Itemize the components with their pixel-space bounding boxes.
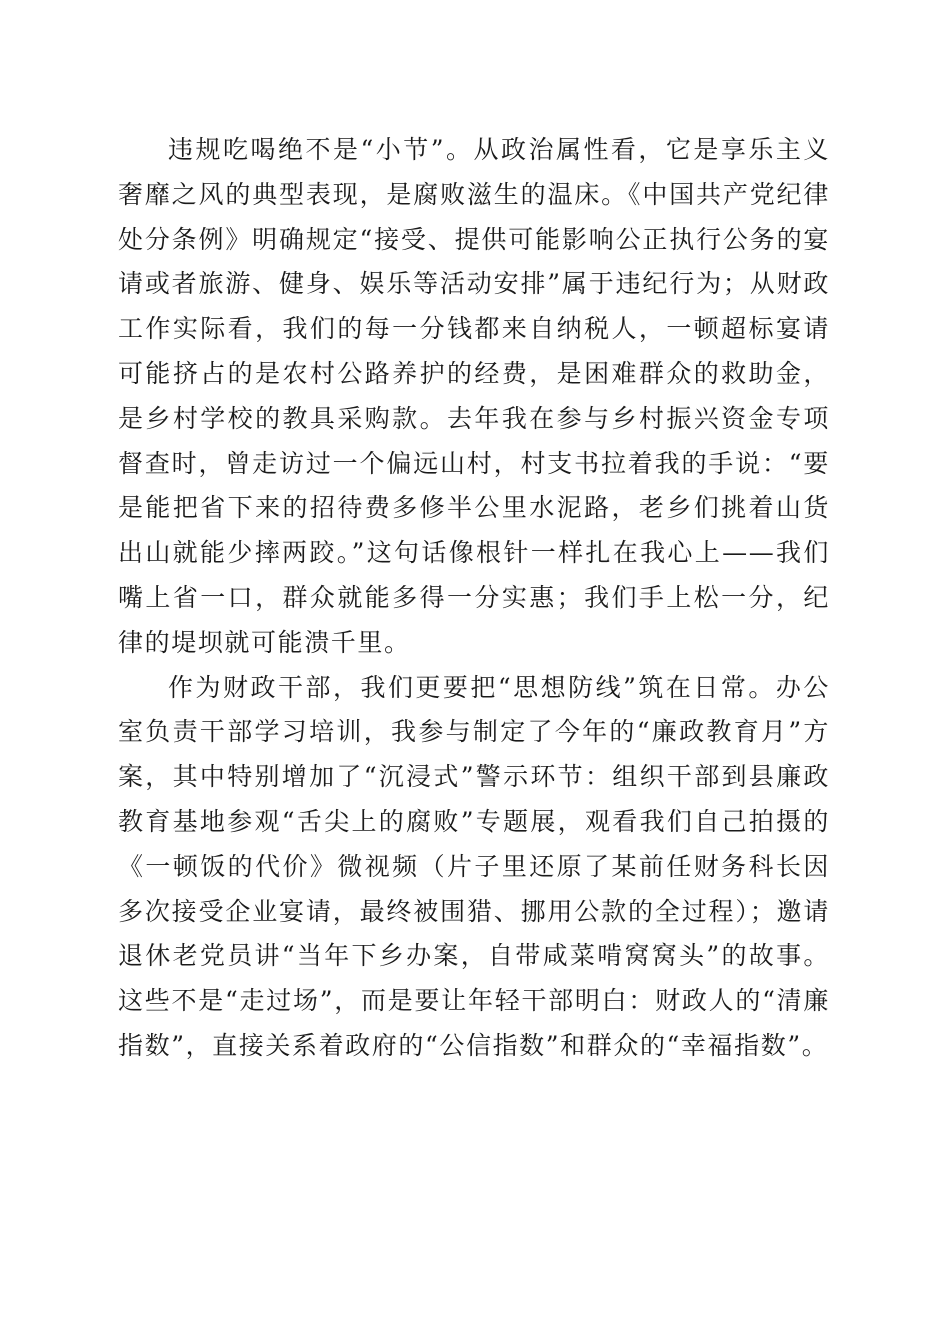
paragraph-1: 违规吃喝绝不是“小节”。从政治属性看，它是享乐主义奢靡之风的典型表现，是腐败滋生的温床。《中国共产党纪律处分条例》明确规定“接受、提供可能影响公正执行公务的宴请或者旅游、健身、娱乐等活动安排”属于违纪行为；从财政工作实际看，我们的每一分钱都来自纳税人，一顿超标宴请可能挤占的是农村公路养护的经费，是困难群众的救助金，是乡村学校的教具采购款。去年我在参与乡村振兴资金专项督查时，曾走访过一个偏远山村，村支书拉着我的手说：“要是能把省下来的招待费多修半公里水泥路，老乡们挑着山货出山就能少摔两跤。”这句话像根针一样扎在我心上——我们嘴上省一口，群众就能多得一分实惠；我们手上松一分，纪律的堤坝就可能溃千里。 bbox=[118, 135, 830, 657]
paragraph-2: 作为财政干部，我们更要把“思想防线”筑在日常。办公室负责干部学习培训，我参与制定了今年的“廉政教育月”方案，其中特别增加了“沉浸式”警示环节：组织干部到县廉政教育基地参观“舌尖上的腐败”专题展，观看我们自己拍摄的《一顿饭的代价》微视频（片子里还原了某前任财务科长因多次接受企业宴请，最终被围猎、挪用公款的全过程）；邀请退休老党员讲“当年下乡办案，自带咸菜啃窝窝头”的故事。这些不是“走过场”，而是要让年轻干部明白：财政人的“清廉指数”，直接关系着政府的“公信指数”和群众的“幸福指数”。 bbox=[118, 672, 830, 1060]
body-text bbox=[118, 128, 830, 1069]
